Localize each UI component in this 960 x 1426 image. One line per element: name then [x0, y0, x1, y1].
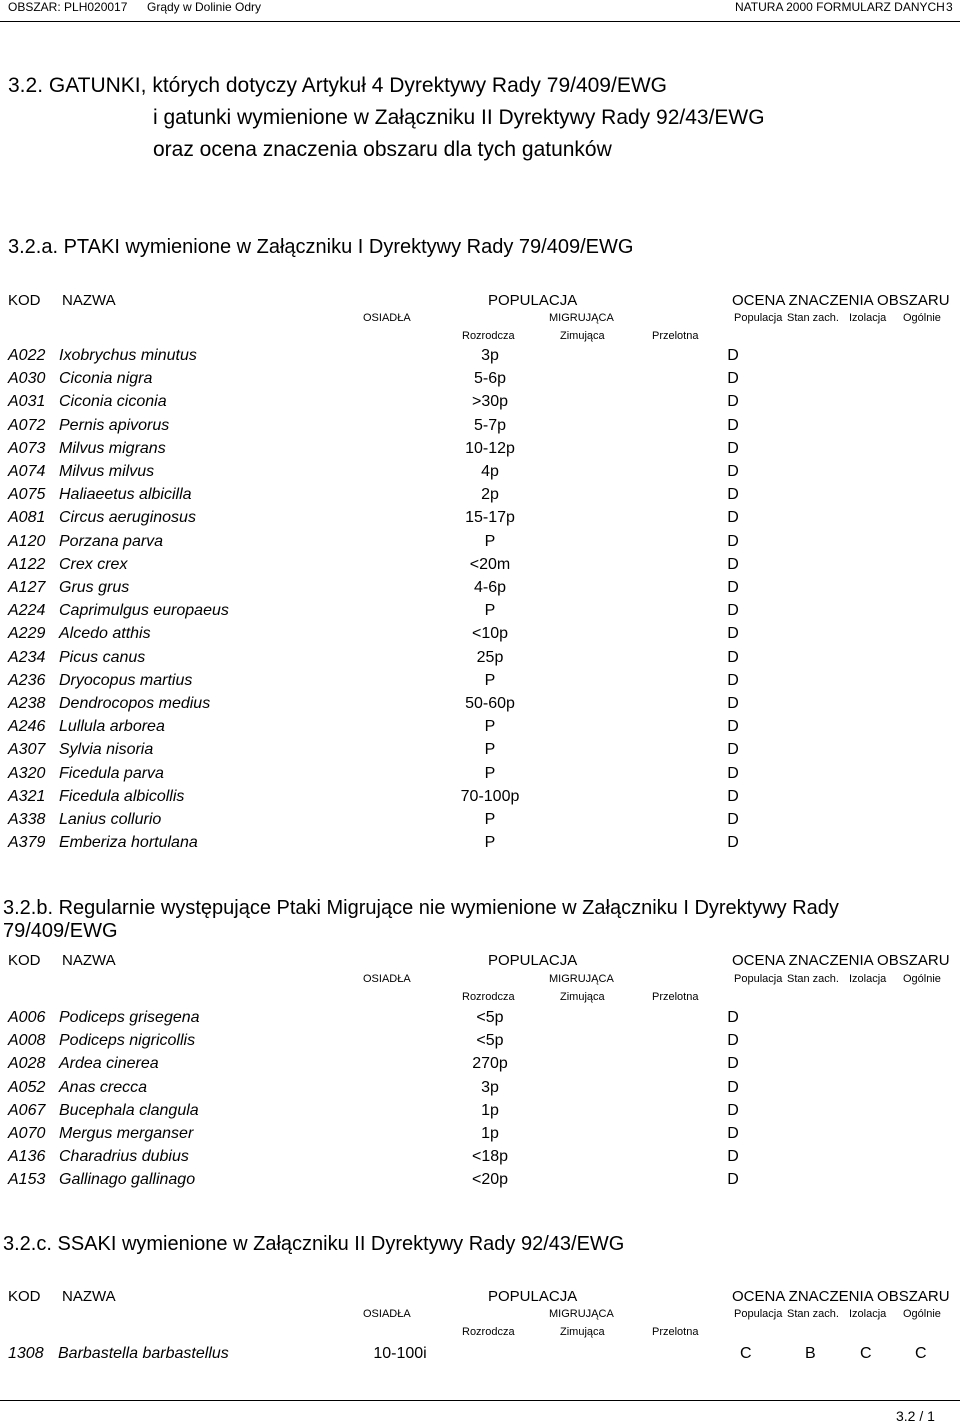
col-osiadla: OSIADŁA: [363, 1308, 411, 1320]
row-kod: A236: [8, 671, 46, 689]
row-ocena: D: [727, 1125, 739, 1142]
table-row: [0, 1345, 960, 1367]
row-ocena: D: [727, 347, 739, 364]
row-populacja: 4-6p: [473, 579, 507, 596]
row-nazwa: Bucephala clangula: [59, 1101, 199, 1119]
row-kod: A006: [8, 1009, 46, 1026]
row-kod: A338: [8, 811, 46, 828]
row-kod: A074: [8, 463, 46, 480]
row-nazwa: Ficedula parva: [59, 764, 164, 782]
col-migrujaca: MIGRUJĄCA: [549, 1308, 614, 1320]
col-osiadla: OSIADŁA: [363, 973, 411, 985]
col-oc-ogolnie: Ogólnie: [903, 973, 941, 985]
row-nazwa: Ficedula albicollis: [59, 787, 185, 805]
header-form-title: NATURA 2000 FORMULARZ DANYCH: [735, 0, 945, 14]
row-populacja: 50-60p: [465, 695, 515, 712]
table-row: [0, 440, 960, 462]
col-oc-stan: Stan zach.: [787, 973, 839, 985]
header-site-code: OBSZAR: PLH020017: [8, 0, 128, 14]
row-kod: 1308: [8, 1345, 44, 1362]
row-ocena: D: [727, 764, 739, 782]
table-row: [0, 1125, 960, 1147]
row-populacja: 2p: [481, 486, 499, 504]
col-oc-ogolnie: Ogólnie: [903, 1308, 941, 1320]
row-populacja: 3p: [481, 1078, 499, 1096]
main-title-line2: i gatunki wymienione w Załączniku II Dyrektywy Rady 92/43/EWG: [153, 106, 765, 129]
col-przelotna: Przelotna: [652, 330, 699, 342]
row-populacja: 270p: [472, 1055, 508, 1073]
row-nazwa: Circus aeruginosus: [59, 509, 196, 527]
row-ocena: D: [727, 718, 739, 736]
table-row: [0, 1009, 960, 1031]
row-ocena: D: [727, 602, 739, 620]
row-kod: A224: [8, 602, 46, 620]
row-kod: A246: [8, 718, 46, 736]
col-ocena: OCENA ZNACZENIA OBSZARU: [732, 952, 950, 969]
header-page-number: 3: [946, 0, 953, 14]
col-zimujaca: Zimująca: [560, 330, 605, 342]
col-przelotna: Przelotna: [652, 1326, 699, 1338]
row-nazwa: Lullula arborea: [59, 718, 165, 736]
row-nazwa: Podiceps grisegena: [59, 1009, 200, 1026]
row-kod: A072: [8, 416, 46, 434]
table-row: [0, 672, 960, 694]
table-row: [0, 1032, 960, 1054]
row-ocena: D: [727, 532, 739, 550]
row-oc-stan: B: [805, 1345, 816, 1362]
row-populacja: <18p: [471, 1148, 509, 1166]
row-ocena: D: [727, 1101, 739, 1119]
col-oc-populacja: Populacja: [734, 312, 783, 324]
row-ocena: D: [727, 671, 739, 689]
main-title-line1: 3.2. GATUNKI, których dotyczy Artykuł 4 Dyrektywy Rady 79/409/EWG: [8, 74, 667, 97]
row-kod: A073: [8, 439, 46, 457]
col-osiadla: OSIADŁA: [363, 312, 411, 324]
row-kod: A238: [8, 695, 46, 712]
row-nazwa: Haliaeetus albicilla: [59, 486, 192, 504]
row-nazwa: Pernis apivorus: [59, 416, 170, 434]
col-oc-izolacja: Izolacja: [849, 1308, 887, 1320]
table-row: [0, 579, 960, 601]
section-b-heading-line2: 79/409/EWG: [3, 920, 118, 942]
row-nazwa: Milvus milvus: [59, 463, 155, 480]
row-ocena: D: [727, 555, 739, 573]
row-populacja: 5-7p: [473, 416, 507, 434]
row-kod: A028: [8, 1055, 46, 1073]
col-oc-stan: Stan zach.: [787, 1308, 839, 1320]
col-oc-ogolnie: Ogólnie: [903, 312, 941, 324]
row-nazwa: Crex crex: [59, 555, 128, 573]
table-row: [0, 1102, 960, 1124]
table-row: [0, 463, 960, 485]
row-nazwa: Mergus merganser: [59, 1125, 194, 1142]
row-kod: A321: [8, 787, 46, 805]
row-ocena: D: [727, 1032, 739, 1050]
main-title-line3: oraz ocena znaczenia obszaru dla tych gatunków: [153, 138, 612, 161]
row-ocena: D: [727, 370, 739, 388]
row-nazwa: Charadrius dubius: [59, 1148, 189, 1166]
row-kod: A122: [8, 555, 46, 573]
col-zimujaca: Zimująca: [560, 991, 605, 1003]
table-row: [0, 649, 960, 671]
row-kod: A120: [8, 532, 46, 550]
row-kod: A070: [8, 1125, 46, 1142]
row-ocena: D: [727, 695, 739, 712]
row-ocena: D: [727, 648, 739, 666]
row-ocena: D: [727, 834, 739, 852]
row-kod: A022: [8, 347, 46, 364]
col-oc-populacja: Populacja: [734, 1308, 783, 1320]
section-b-heading-line1: 3.2.b. Regularnie występujące Ptaki Migrujące nie wymienione w Załączniku I Dyrektywy Rady: [3, 897, 839, 919]
row-nazwa: Ciconia ciconia: [59, 393, 167, 411]
row-nazwa: Ixobrychus minutus: [59, 347, 197, 364]
row-nazwa: Milvus migrans: [59, 439, 166, 457]
table-row: [0, 370, 960, 392]
col-migrujaca: MIGRUJĄCA: [549, 312, 614, 324]
row-kod: A307: [8, 741, 46, 759]
row-nazwa: Alcedo atthis: [59, 625, 151, 643]
row-nazwa: Porzana parva: [59, 532, 164, 550]
table-row: [0, 625, 960, 647]
col-rozrodcza: Rozrodcza: [462, 1326, 515, 1338]
row-kod: A030: [8, 370, 46, 388]
table-row: [0, 788, 960, 810]
row-ocena: D: [727, 1078, 739, 1096]
col-ocena: OCENA ZNACZENIA OBSZARU: [732, 292, 950, 309]
row-ocena: D: [727, 393, 739, 411]
row-populacja: 25p: [476, 648, 504, 666]
table-row: [0, 811, 960, 833]
row-ocena: D: [727, 811, 739, 828]
table-row: [0, 1171, 960, 1193]
row-nazwa: Barbastella barbastellus: [58, 1345, 229, 1362]
row-nazwa: Gallinago gallinago: [59, 1171, 196, 1189]
row-ocena: D: [727, 1171, 739, 1189]
row-nazwa: Dryocopus martius: [59, 671, 193, 689]
col-populacja: POPULACJA: [488, 292, 578, 309]
col-oc-izolacja: Izolacja: [849, 973, 887, 985]
row-ocena: D: [727, 416, 739, 434]
table-row: [0, 347, 960, 369]
row-kod: A052: [8, 1078, 46, 1096]
table-row: [0, 556, 960, 578]
row-populacja: 1p: [481, 1125, 499, 1142]
header-site-name: Grądy w Dolinie Odry: [147, 0, 262, 14]
row-nazwa: Anas crecca: [59, 1078, 148, 1096]
row-kod: A031: [8, 393, 46, 411]
row-kod: A320: [8, 764, 46, 782]
table-row: [0, 1055, 960, 1077]
col-nazwa: NAZWA: [62, 952, 116, 969]
section-c-heading: 3.2.c. SSAKI wymienione w Załączniku II Dyrektywy Rady 92/43/EWG: [3, 1233, 625, 1255]
row-populacja: 15-17p: [465, 509, 515, 527]
row-populacja: <5p: [476, 1009, 504, 1026]
col-zimujaca: Zimująca: [560, 1326, 605, 1338]
col-populacja: POPULACJA: [488, 1288, 578, 1305]
row-nazwa: Ardea cinerea: [59, 1055, 159, 1073]
table-row: [0, 834, 960, 856]
row-populacja: <5p: [476, 1032, 504, 1050]
table-row: [0, 486, 960, 508]
row-nazwa: Ciconia nigra: [59, 370, 153, 388]
row-kod: A127: [8, 579, 46, 596]
row-populacja: 10-100i: [373, 1345, 427, 1362]
row-kod: A229: [8, 625, 46, 643]
row-populacja: P: [484, 741, 496, 759]
col-populacja: POPULACJA: [488, 952, 578, 969]
row-ocena: D: [727, 439, 739, 457]
row-ocena: D: [727, 1009, 739, 1026]
section-a-heading: 3.2.a. PTAKI wymienione w Załączniku I Dyrektywy Rady 79/409/EWG: [8, 236, 634, 258]
table-row: [0, 1079, 960, 1101]
row-populacja: P: [484, 718, 496, 736]
row-nazwa: Grus grus: [59, 579, 130, 596]
col-rozrodcza: Rozrodcza: [462, 991, 515, 1003]
row-ocena: D: [727, 1055, 739, 1073]
row-ocena: D: [727, 579, 739, 596]
row-nazwa: Lanius collurio: [59, 811, 162, 828]
row-nazwa: Sylvia nisoria: [59, 741, 154, 759]
row-populacja: >30p: [471, 393, 509, 411]
row-kod: A067: [8, 1101, 46, 1119]
table-row: [0, 695, 960, 717]
row-populacja: <10p: [471, 625, 509, 643]
row-populacja: 4p: [481, 463, 499, 480]
row-nazwa: Picus canus: [59, 648, 146, 666]
footer-page-number: 3.2 / 1: [896, 1408, 935, 1424]
col-migrujaca: MIGRUJĄCA: [549, 973, 614, 985]
col-oc-stan: Stan zach.: [787, 312, 839, 324]
row-ocena: D: [727, 1148, 739, 1166]
row-populacja: P: [484, 764, 496, 782]
row-kod: A153: [8, 1171, 46, 1189]
row-kod: A008: [8, 1032, 46, 1050]
row-populacja: P: [484, 671, 496, 689]
row-oc-ogolnie: C: [915, 1345, 927, 1362]
row-kod: A234: [8, 648, 46, 666]
footer-rule: [0, 1400, 960, 1401]
row-ocena: D: [727, 509, 739, 527]
col-nazwa: NAZWA: [62, 1288, 116, 1305]
col-kod: KOD: [8, 952, 41, 969]
col-ocena: OCENA ZNACZENIA OBSZARU: [732, 1288, 950, 1305]
header-rule: [0, 21, 960, 22]
table-row: [0, 718, 960, 740]
table-row: [0, 393, 960, 415]
row-populacja: P: [484, 602, 496, 620]
row-populacja: P: [484, 532, 496, 550]
col-oc-izolacja: Izolacja: [849, 312, 887, 324]
row-populacja: 1p: [481, 1101, 499, 1119]
table-row: [0, 602, 960, 624]
col-przelotna: Przelotna: [652, 991, 699, 1003]
row-populacja: P: [484, 834, 496, 852]
table-row: [0, 765, 960, 787]
row-populacja: 3p: [481, 347, 499, 364]
table-row: [0, 509, 960, 531]
row-populacja: <20p: [471, 1171, 509, 1189]
row-ocena: D: [727, 741, 739, 759]
table-row: [0, 533, 960, 555]
row-oc-populacja: C: [740, 1345, 752, 1362]
row-populacja: 10-12p: [465, 439, 515, 457]
row-oc-izolacja: C: [860, 1345, 872, 1362]
table-row: [0, 741, 960, 763]
row-kod: A081: [8, 509, 46, 527]
row-populacja: P: [484, 811, 496, 828]
row-ocena: D: [727, 486, 739, 504]
col-rozrodcza: Rozrodcza: [462, 330, 515, 342]
row-kod: A075: [8, 486, 46, 504]
row-populacja: 5-6p: [473, 370, 507, 388]
row-populacja: 70-100p: [460, 787, 520, 805]
row-nazwa: Dendrocopos medius: [59, 695, 211, 712]
table-row: [0, 1148, 960, 1170]
col-oc-populacja: Populacja: [734, 973, 783, 985]
row-nazwa: Podiceps nigricollis: [59, 1032, 196, 1050]
row-kod: A136: [8, 1148, 46, 1166]
row-ocena: D: [727, 787, 739, 805]
row-ocena: D: [727, 463, 739, 480]
col-kod: KOD: [8, 292, 41, 309]
table-row: [0, 417, 960, 439]
col-nazwa: NAZWA: [62, 292, 116, 309]
row-kod: A379: [8, 834, 46, 852]
col-kod: KOD: [8, 1288, 41, 1305]
row-nazwa: Emberiza hortulana: [59, 834, 198, 852]
row-populacja: <20m: [469, 555, 511, 573]
row-ocena: D: [727, 625, 739, 643]
row-nazwa: Caprimulgus europaeus: [59, 602, 229, 620]
